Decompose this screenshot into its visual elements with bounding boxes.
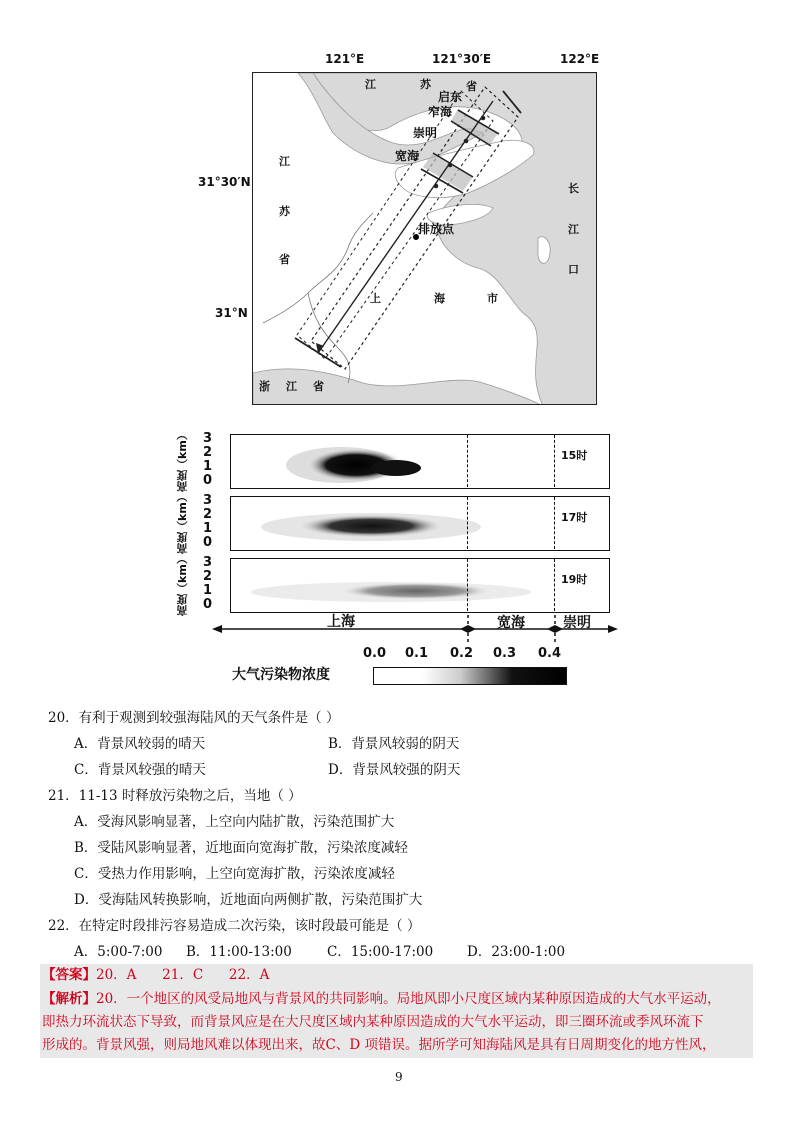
plume-19 bbox=[231, 559, 608, 611]
map-label-haimen: 窄海 bbox=[428, 105, 453, 119]
ytick-1-0: 0 bbox=[203, 473, 213, 488]
map-label-jiangsu-top-3: 省 bbox=[466, 80, 477, 93]
analysis-line-3: 形成的。背景风强，则局地风难以体现出来，故C、D 项错误。据所学可知海陆风是具有日周期变化的地方性风， bbox=[42, 1037, 716, 1053]
map-label-zhejiang-1: 浙 bbox=[259, 380, 270, 393]
y-axis-label-3: 高度（km） bbox=[176, 553, 189, 616]
map-label-changjiang-3: 口 bbox=[568, 263, 579, 276]
analysis-line-1 bbox=[42, 988, 721, 1011]
answer-label: 【答案】 bbox=[42, 967, 96, 983]
question-22-option-c: C．15:00-17:00 bbox=[327, 944, 434, 960]
ytick-3-2: 2 bbox=[203, 569, 213, 584]
analysis-line-2: 即热力环流状态下导致，而背景风应是在大尺度区域内某种原因造成的大气水平运动，即三圈环流或季风环流下 bbox=[42, 1014, 704, 1030]
map-label-shanghai-3: 市 bbox=[487, 292, 498, 305]
y-axis-label-2: 高度（km） bbox=[176, 491, 189, 554]
map-label-shanghai-1: 上 bbox=[370, 292, 381, 305]
ytick-2-1: 1 bbox=[203, 521, 213, 536]
map-label-chongming: 崇明 bbox=[413, 126, 438, 140]
map-label-changjiang-1: 长 bbox=[568, 182, 579, 195]
question-20-option-d: D．背景风较强的阴天 bbox=[328, 762, 461, 778]
ytick-1-1: 1 bbox=[203, 459, 213, 474]
analysis-text-1: 20．一个地区的风受局地风与背景风的共同影响。局地风即小尺度区域内某种原因造成的大气水平运动， bbox=[96, 991, 721, 1007]
panel-hour-17: 17时 bbox=[561, 511, 588, 524]
ytick-2-0: 0 bbox=[203, 535, 213, 550]
map-label-shanghai-2: 海 bbox=[434, 292, 445, 305]
question-20-option-c: C．背景风较强的晴天 bbox=[74, 762, 206, 778]
legend-tick-2: 0.2 bbox=[450, 646, 474, 661]
region-shanghai: 上海 bbox=[327, 614, 355, 630]
profile-panel-15 bbox=[230, 434, 610, 489]
answer-line bbox=[42, 964, 269, 987]
legend-colorbar bbox=[373, 667, 567, 685]
legend-tick-4: 0.4 bbox=[538, 646, 562, 661]
question-22-option-b: B．11:00-13:00 bbox=[186, 944, 292, 960]
legend-tick-1: 0.1 bbox=[405, 646, 429, 661]
lon-label-121-30: 121°30′E bbox=[432, 52, 492, 66]
map-label-jiangsu-left-1: 江 bbox=[279, 155, 290, 168]
map-label-zhejiang-3: 省 bbox=[313, 380, 324, 393]
page-number: 9 bbox=[395, 1070, 403, 1084]
ytick-3-3: 3 bbox=[203, 555, 213, 570]
ytick-2-2: 2 bbox=[203, 507, 213, 522]
map-figure bbox=[252, 72, 597, 405]
map-label-jiangsu-top-1: 江 bbox=[365, 78, 376, 91]
region-kuanhai: 宽海 bbox=[497, 615, 525, 631]
question-22-stem: 22．在特定时段排污容易造成二次污染，该时段最可能是（ ） bbox=[48, 918, 421, 934]
question-20-option-b: B．背景风较弱的阴天 bbox=[328, 736, 460, 752]
question-21-option-b: B．受陆风影响显著，近地面向宽海扩散，污染浓度减轻 bbox=[74, 840, 408, 856]
legend-tick-3: 0.3 bbox=[493, 646, 517, 661]
map-label-changjiang-2: 江 bbox=[568, 223, 579, 236]
answer-section bbox=[40, 964, 753, 1058]
lat-label-31-30: 31°30′N bbox=[198, 175, 251, 189]
map-label-qidong: 启东 bbox=[438, 90, 463, 104]
question-21-option-c: C．受热力作用影响，上空向宽海扩散，污染浓度减轻 bbox=[74, 866, 395, 882]
plume-17 bbox=[231, 497, 608, 549]
panel-hour-19: 19时 bbox=[561, 573, 588, 586]
region-axis bbox=[210, 615, 620, 645]
map-label-zhejiang-2: 江 bbox=[286, 380, 297, 393]
plume-15 bbox=[231, 435, 608, 487]
y-axis-label-1: 高度（km） bbox=[176, 429, 189, 492]
question-20-stem: 20．有利于观测到较强海陆风的天气条件是（ ） bbox=[48, 710, 340, 726]
question-21-option-d: D．受海陆风转换影响，近地面向两侧扩散，污染范围扩大 bbox=[74, 892, 423, 908]
lat-label-31: 31°N bbox=[215, 306, 248, 320]
map-label-jiangsu-left-2: 苏 bbox=[279, 205, 290, 218]
ytick-1-2: 2 bbox=[203, 445, 213, 460]
legend-title: 大气污染物浓度 bbox=[232, 667, 330, 683]
analysis-label: 【解析】 bbox=[42, 991, 96, 1007]
answer-text: 20．A 21．C 22．A bbox=[96, 967, 270, 983]
map-label-kuanhai: 宽海 bbox=[395, 149, 420, 163]
ytick-1-3: 3 bbox=[203, 431, 213, 446]
region-chongming: 崇明 bbox=[563, 615, 591, 631]
map-label-discharge: 排放点 bbox=[418, 222, 455, 236]
ytick-3-0: 0 bbox=[203, 597, 213, 612]
map-label-jiangsu-left-3: 省 bbox=[279, 253, 290, 266]
question-21-option-a: A．受海风影响显著，上空向内陆扩散，污染范围扩大 bbox=[74, 814, 395, 830]
profile-panel-19 bbox=[230, 558, 610, 613]
map-label-jiangsu-top-2: 苏 bbox=[420, 78, 431, 91]
lon-label-122: 122°E bbox=[560, 52, 600, 66]
question-20-option-a: A．背景风较弱的晴天 bbox=[74, 736, 206, 752]
profile-panel-17 bbox=[230, 496, 610, 551]
ytick-2-3: 3 bbox=[203, 493, 213, 508]
ytick-3-1: 1 bbox=[203, 583, 213, 598]
lon-label-121: 121°E bbox=[325, 52, 365, 66]
panel-hour-15: 15时 bbox=[561, 449, 588, 462]
legend-tick-0: 0.0 bbox=[363, 646, 387, 661]
question-22-option-a: A．5:00-7:00 bbox=[74, 944, 163, 960]
question-21-stem: 21．11-13 时释放污染物之后，当地（ ） bbox=[48, 788, 302, 804]
question-22-option-d: D．23:00-1:00 bbox=[467, 944, 566, 960]
map-drawing bbox=[253, 73, 597, 405]
